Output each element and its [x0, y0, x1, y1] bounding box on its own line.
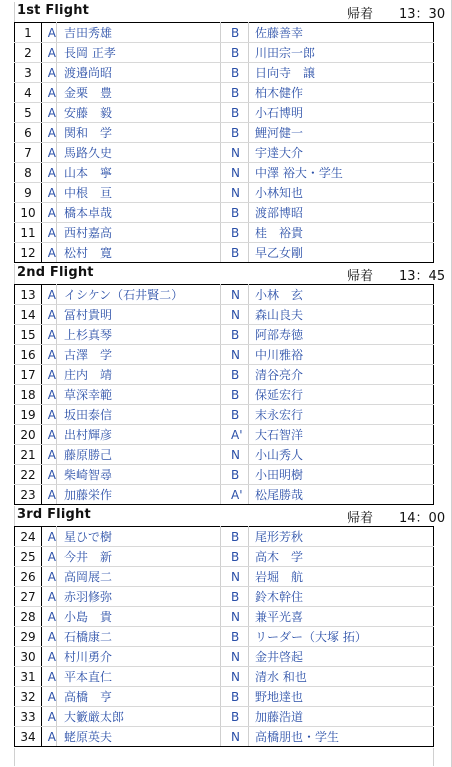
group-a-cell[interactable]: A: [42, 567, 57, 587]
pairing-row: [15, 727, 434, 747]
group-b-cell[interactable]: B: [221, 627, 249, 647]
group-a-cell[interactable]: A: [42, 405, 57, 425]
player-number[interactable]: 12: [15, 243, 42, 263]
player-number[interactable]: 22: [15, 465, 42, 485]
group-b-cell[interactable]: N: [221, 567, 249, 587]
player-a-name[interactable]: 今井 新: [57, 547, 221, 567]
player-b-name[interactable]: 宇達大介: [249, 143, 434, 163]
player-number[interactable]: 16: [15, 345, 42, 365]
group-a-cell[interactable]: A: [42, 647, 57, 667]
pairing-row: [15, 667, 434, 687]
pairing-row: [15, 647, 434, 667]
player-b-name[interactable]: 渡部博昭: [249, 203, 434, 223]
group-a-cell[interactable]: A: [42, 607, 57, 627]
pairing-row: [15, 527, 434, 547]
player-b-name[interactable]: 早乙女剛: [249, 243, 434, 263]
player-a-name[interactable]: 小島 貴: [57, 607, 221, 627]
group-b-cell[interactable]: B: [221, 587, 249, 607]
player-number[interactable]: 27: [15, 587, 42, 607]
group-b-cell[interactable]: B: [221, 325, 249, 345]
group-a-cell[interactable]: A: [42, 587, 57, 607]
player-number[interactable]: 13: [15, 285, 42, 305]
player-number[interactable]: 10: [15, 203, 42, 223]
group-a-cell[interactable]: A: [42, 667, 57, 687]
group-b-cell[interactable]: N: [221, 445, 249, 465]
player-b-name[interactable]: 桂 裕貴: [249, 223, 434, 243]
group-a-cell[interactable]: A: [42, 183, 57, 203]
player-number[interactable]: 2: [15, 43, 42, 63]
pairing-row: [15, 43, 434, 63]
player-number[interactable]: 30: [15, 647, 42, 667]
pairing-row: [15, 405, 434, 425]
flight-header-3: [14, 506, 452, 526]
player-number[interactable]: 8: [15, 163, 42, 183]
player-a-name[interactable]: 吉田秀雄: [57, 23, 221, 43]
group-b-cell[interactable]: N: [221, 727, 249, 747]
player-b-name[interactable]: 川田宗一郎: [249, 43, 434, 63]
group-b-cell[interactable]: N: [221, 163, 249, 183]
pairing-row: [15, 385, 434, 405]
pairing-row: [15, 485, 434, 505]
group-a-cell[interactable]: A: [42, 547, 57, 567]
flight-title: 3rd Flight: [17, 507, 91, 522]
flight-table-2: [14, 284, 434, 505]
pairing-row: [15, 243, 434, 263]
player-b-name[interactable]: 野地達也: [249, 687, 434, 707]
flight-table-1: [14, 22, 434, 263]
player-a-name[interactable]: 冨村貴明: [57, 305, 221, 325]
arrival-time: 13：45: [399, 269, 446, 284]
group-b-cell[interactable]: B: [221, 707, 249, 727]
group-a-cell[interactable]: A: [42, 103, 57, 123]
pairing-row: [15, 345, 434, 365]
player-number[interactable]: 15: [15, 325, 42, 345]
player-number[interactable]: 5: [15, 103, 42, 123]
player-number[interactable]: 4: [15, 83, 42, 103]
player-number[interactable]: 6: [15, 123, 42, 143]
pairing-row: [15, 305, 434, 325]
player-b-name[interactable]: リーダー（大塚 拓）: [249, 627, 434, 647]
group-a-cell[interactable]: A: [42, 465, 57, 485]
player-number[interactable]: 26: [15, 567, 42, 587]
player-a-name[interactable]: 松村 寛: [57, 243, 221, 263]
player-a-name[interactable]: 出村輝彦: [57, 425, 221, 445]
pairing-row: [15, 325, 434, 345]
group-a-cell[interactable]: A: [42, 203, 57, 223]
group-a-cell[interactable]: A: [42, 305, 57, 325]
player-number[interactable]: 19: [15, 405, 42, 425]
flight-title: 1st Flight: [17, 3, 90, 18]
group-b-cell[interactable]: N: [221, 647, 249, 667]
group-b-cell[interactable]: B: [221, 203, 249, 223]
player-a-name[interactable]: 草深幸範: [57, 385, 221, 405]
player-a-name[interactable]: 庄内 靖: [57, 365, 221, 385]
group-a-cell[interactable]: A: [42, 445, 57, 465]
player-number[interactable]: 31: [15, 667, 42, 687]
player-b-name[interactable]: 尾形芳秋: [249, 527, 434, 547]
player-b-name[interactable]: 日向寺 譲: [249, 63, 434, 83]
flight-table-3: [14, 526, 434, 747]
arrival-time: 14：00: [399, 511, 446, 526]
group-a-cell[interactable]: A: [42, 63, 57, 83]
player-number[interactable]: 9: [15, 183, 42, 203]
player-a-name[interactable]: 関和 学: [57, 123, 221, 143]
player-b-name[interactable]: 柏木健作: [249, 83, 434, 103]
player-a-name[interactable]: 中根 亘: [57, 183, 221, 203]
player-b-name[interactable]: 兼平光喜: [249, 607, 434, 627]
player-a-name[interactable]: イシケン（石井賢二）: [57, 285, 221, 305]
player-b-name[interactable]: 大石智洋: [249, 425, 434, 445]
pairing-row: [15, 627, 434, 647]
group-b-cell[interactable]: N: [221, 285, 249, 305]
player-number[interactable]: 33: [15, 707, 42, 727]
group-a-cell[interactable]: A: [42, 123, 57, 143]
group-a-cell[interactable]: A: [42, 143, 57, 163]
pairing-row: [15, 83, 434, 103]
player-a-name[interactable]: 長岡 正孝: [57, 43, 221, 63]
player-a-name[interactable]: 山本 寧: [57, 163, 221, 183]
player-number[interactable]: 24: [15, 527, 42, 547]
pairing-row: [15, 285, 434, 305]
player-b-name[interactable]: 金井啓起: [249, 647, 434, 667]
group-b-cell[interactable]: B: [221, 687, 249, 707]
group-a-cell[interactable]: A: [42, 365, 57, 385]
arrival-label: 帰着: [347, 7, 374, 22]
group-b-cell[interactable]: N: [221, 183, 249, 203]
pairing-row: [15, 123, 434, 143]
group-a-cell[interactable]: A: [42, 345, 57, 365]
player-a-name[interactable]: 加藤栄作: [57, 485, 221, 505]
player-b-name[interactable]: 小林 玄: [249, 285, 434, 305]
player-number[interactable]: 23: [15, 485, 42, 505]
player-a-name[interactable]: 上杉真琴: [57, 325, 221, 345]
pairing-row: [15, 143, 434, 163]
player-b-name[interactable]: 森山良夫: [249, 305, 434, 325]
pairing-row: [15, 607, 434, 627]
player-number[interactable]: 7: [15, 143, 42, 163]
player-b-name[interactable]: 岩堀 航: [249, 567, 434, 587]
pairing-row: [15, 465, 434, 485]
pairing-row: [15, 547, 434, 567]
group-a-cell[interactable]: A: [42, 485, 57, 505]
player-number[interactable]: 17: [15, 365, 42, 385]
group-a-cell[interactable]: A: [42, 527, 57, 547]
player-b-name[interactable]: 中澤 裕大・学生: [249, 163, 434, 183]
group-a-cell[interactable]: A: [42, 727, 57, 747]
player-b-name[interactable]: 阿部寿徳: [249, 325, 434, 345]
player-a-name[interactable]: 星ひで樹: [57, 527, 221, 547]
group-a-cell[interactable]: A: [42, 627, 57, 647]
player-b-name[interactable]: 鯉河健一: [249, 123, 434, 143]
flight-title: 2nd Flight: [17, 265, 94, 280]
group-a-cell[interactable]: A: [42, 687, 57, 707]
player-number[interactable]: 29: [15, 627, 42, 647]
player-a-name[interactable]: 高岡展二: [57, 567, 221, 587]
player-a-name[interactable]: 村川勇介: [57, 647, 221, 667]
player-b-name[interactable]: 小石博明: [249, 103, 434, 123]
group-b-cell[interactable]: B: [221, 527, 249, 547]
group-b-cell[interactable]: B: [221, 385, 249, 405]
pairing-row: [15, 365, 434, 385]
player-a-name[interactable]: 坂田泰信: [57, 405, 221, 425]
pairing-row: [15, 103, 434, 123]
player-b-name[interactable]: 末永宏行: [249, 405, 434, 425]
player-a-name[interactable]: 渡邉尚昭: [57, 63, 221, 83]
player-a-name[interactable]: 柴崎智尋: [57, 465, 221, 485]
pairing-row: [15, 425, 434, 445]
player-a-name[interactable]: 金栗 豊: [57, 83, 221, 103]
player-b-name[interactable]: 中川雅裕: [249, 345, 434, 365]
pairing-row: [15, 223, 434, 243]
group-b-cell[interactable]: N: [221, 667, 249, 687]
group-b-cell[interactable]: B: [221, 547, 249, 567]
player-number[interactable]: 28: [15, 607, 42, 627]
group-a-cell[interactable]: A: [42, 223, 57, 243]
pairing-row: [15, 567, 434, 587]
player-number[interactable]: 3: [15, 63, 42, 83]
pairing-row: [15, 163, 434, 183]
arrival-label: 帰着: [347, 511, 374, 526]
pairing-row: [15, 203, 434, 223]
group-a-cell[interactable]: A: [42, 43, 57, 63]
player-a-name[interactable]: 藤原勝己: [57, 445, 221, 465]
group-a-cell[interactable]: A: [42, 325, 57, 345]
player-a-name[interactable]: 西村嘉高: [57, 223, 221, 243]
player-a-name[interactable]: 平本直仁: [57, 667, 221, 687]
player-number[interactable]: 1: [15, 23, 42, 43]
player-b-name[interactable]: 佐藤善幸: [249, 23, 434, 43]
player-b-name[interactable]: 鈴木幹住: [249, 587, 434, 607]
group-b-cell[interactable]: B: [221, 123, 249, 143]
group-a-cell[interactable]: A: [42, 385, 57, 405]
pairing-row: [15, 687, 434, 707]
pairing-row: [15, 587, 434, 607]
group-a-cell[interactable]: A: [42, 243, 57, 263]
player-b-name[interactable]: 小田明樹: [249, 465, 434, 485]
player-a-name[interactable]: 古澤 学: [57, 345, 221, 365]
player-b-name[interactable]: 高橋朋也・学生: [249, 727, 434, 747]
group-b-cell[interactable]: B: [221, 405, 249, 425]
pairing-row: [15, 445, 434, 465]
pairing-row: [15, 23, 434, 43]
player-number[interactable]: 11: [15, 223, 42, 243]
player-a-name[interactable]: 赤羽修弥: [57, 587, 221, 607]
player-b-name[interactable]: 小山秀人: [249, 445, 434, 465]
pairing-row: [15, 63, 434, 83]
group-a-cell[interactable]: A: [42, 285, 57, 305]
player-b-name[interactable]: 保延宏行: [249, 385, 434, 405]
group-a-cell[interactable]: A: [42, 707, 57, 727]
player-number[interactable]: 20: [15, 425, 42, 445]
group-a-cell[interactable]: A: [42, 23, 57, 43]
player-number[interactable]: 18: [15, 385, 42, 405]
player-a-name[interactable]: 高橋 亨: [57, 687, 221, 707]
group-b-cell[interactable]: B: [221, 23, 249, 43]
empty-row: [14, 748, 434, 766]
group-b-cell[interactable]: N: [221, 305, 249, 325]
player-number[interactable]: 14: [15, 305, 42, 325]
group-a-cell[interactable]: A: [42, 83, 57, 103]
pairing-row: [15, 707, 434, 727]
group-b-cell[interactable]: B: [221, 43, 249, 63]
player-b-name[interactable]: 清谷亮介: [249, 365, 434, 385]
group-b-cell[interactable]: B: [221, 223, 249, 243]
group-b-cell[interactable]: B: [221, 465, 249, 485]
player-a-name[interactable]: 蛯原英夫: [57, 727, 221, 747]
player-a-name[interactable]: 橋本卓哉: [57, 203, 221, 223]
group-b-cell[interactable]: B: [221, 83, 249, 103]
group-a-cell[interactable]: A: [42, 163, 57, 183]
group-b-cell[interactable]: B: [221, 243, 249, 263]
flight-header-1: [14, 2, 452, 22]
player-b-name[interactable]: 加藤浩道: [249, 707, 434, 727]
pairing-row: [15, 183, 434, 203]
player-number[interactable]: 25: [15, 547, 42, 567]
player-b-name[interactable]: 松尾勝哉: [249, 485, 434, 505]
arrival-label: 帰着: [347, 269, 374, 284]
arrival-time: 13：30: [399, 7, 446, 22]
player-a-name[interactable]: 大籔厳太郎: [57, 707, 221, 727]
group-b-cell[interactable]: A': [221, 425, 249, 445]
player-b-name[interactable]: 小林知也: [249, 183, 434, 203]
player-b-name[interactable]: 清水 和也: [249, 667, 434, 687]
group-b-cell[interactable]: N: [221, 345, 249, 365]
player-b-name[interactable]: 高木 学: [249, 547, 434, 567]
player-a-name[interactable]: 石橋康二: [57, 627, 221, 647]
player-number[interactable]: 21: [15, 445, 42, 465]
group-b-cell[interactable]: N: [221, 143, 249, 163]
group-b-cell[interactable]: A': [221, 485, 249, 505]
group-b-cell[interactable]: N: [221, 607, 249, 627]
player-number[interactable]: 32: [15, 687, 42, 707]
player-number[interactable]: 34: [15, 727, 42, 747]
group-a-cell[interactable]: A: [42, 425, 57, 445]
flight-header-2: [14, 264, 452, 284]
group-b-cell[interactable]: B: [221, 365, 249, 385]
group-b-cell[interactable]: B: [221, 63, 249, 83]
group-b-cell[interactable]: B: [221, 103, 249, 123]
player-a-name[interactable]: 安藤 毅: [57, 103, 221, 123]
player-a-name[interactable]: 馬路久史: [57, 143, 221, 163]
